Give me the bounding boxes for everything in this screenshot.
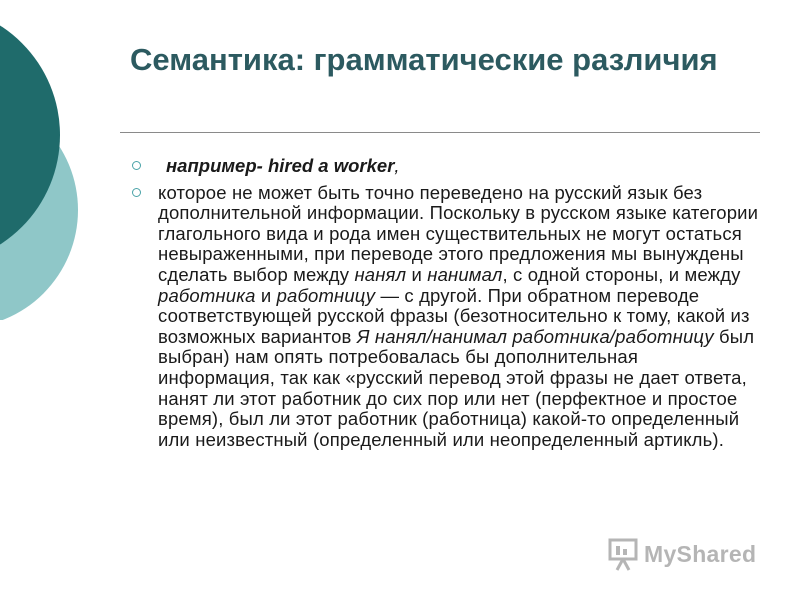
bullet-circle-icon [132, 161, 141, 170]
decorative-circles [0, 0, 90, 320]
example-phrase: например- hired a worker, [166, 155, 400, 176]
presentation-board-icon [608, 537, 640, 571]
italic-term: нанял [354, 263, 407, 285]
text-segment: которое не может быть точно переведено на русский язык без дополнительной информации. Поскольку в русском языке категории глагольного вида и рода имен существительных не могут остаться невыраженными, при переводе этого предложения мы вынуждены сделать выбор между [158, 181, 759, 285]
slide-title: Семантика: грамматические различия [130, 42, 718, 77]
title-divider [120, 132, 760, 133]
bullet-list [130, 156, 760, 450]
text-segment: был выбран) нам опять потребовалась бы дополнительная информация, так как «русский перевод этой фразы не дает ответа, нанят ли этот работник до сих пор или нет (перфектное и простое время), был ли этот работник (работница) какой-то определенный или неизвестный (определенный или неопределенный артикль). [158, 325, 755, 450]
bullet-item [130, 183, 760, 451]
italic-term: работника [158, 284, 256, 306]
text-segment: и [406, 263, 428, 285]
text-segment: , с одной стороны, и между [502, 263, 741, 285]
bullet-item [130, 156, 760, 177]
text-segment: и [255, 284, 277, 306]
myshared-watermark [608, 537, 756, 571]
bullet-circle-icon [132, 188, 141, 197]
text-segment: — с другой. При обратном переводе соответствующей русской фразы (безотносительно к тому, какой из возможных вариантов [158, 284, 750, 347]
italic-term: нанимал [427, 263, 503, 285]
watermark-text: MyShared [644, 540, 757, 567]
explanation-text [158, 182, 758, 450]
italic-term: работницу [276, 284, 376, 306]
italic-term: Я нанял/нанимал работника/работницу [356, 325, 714, 347]
